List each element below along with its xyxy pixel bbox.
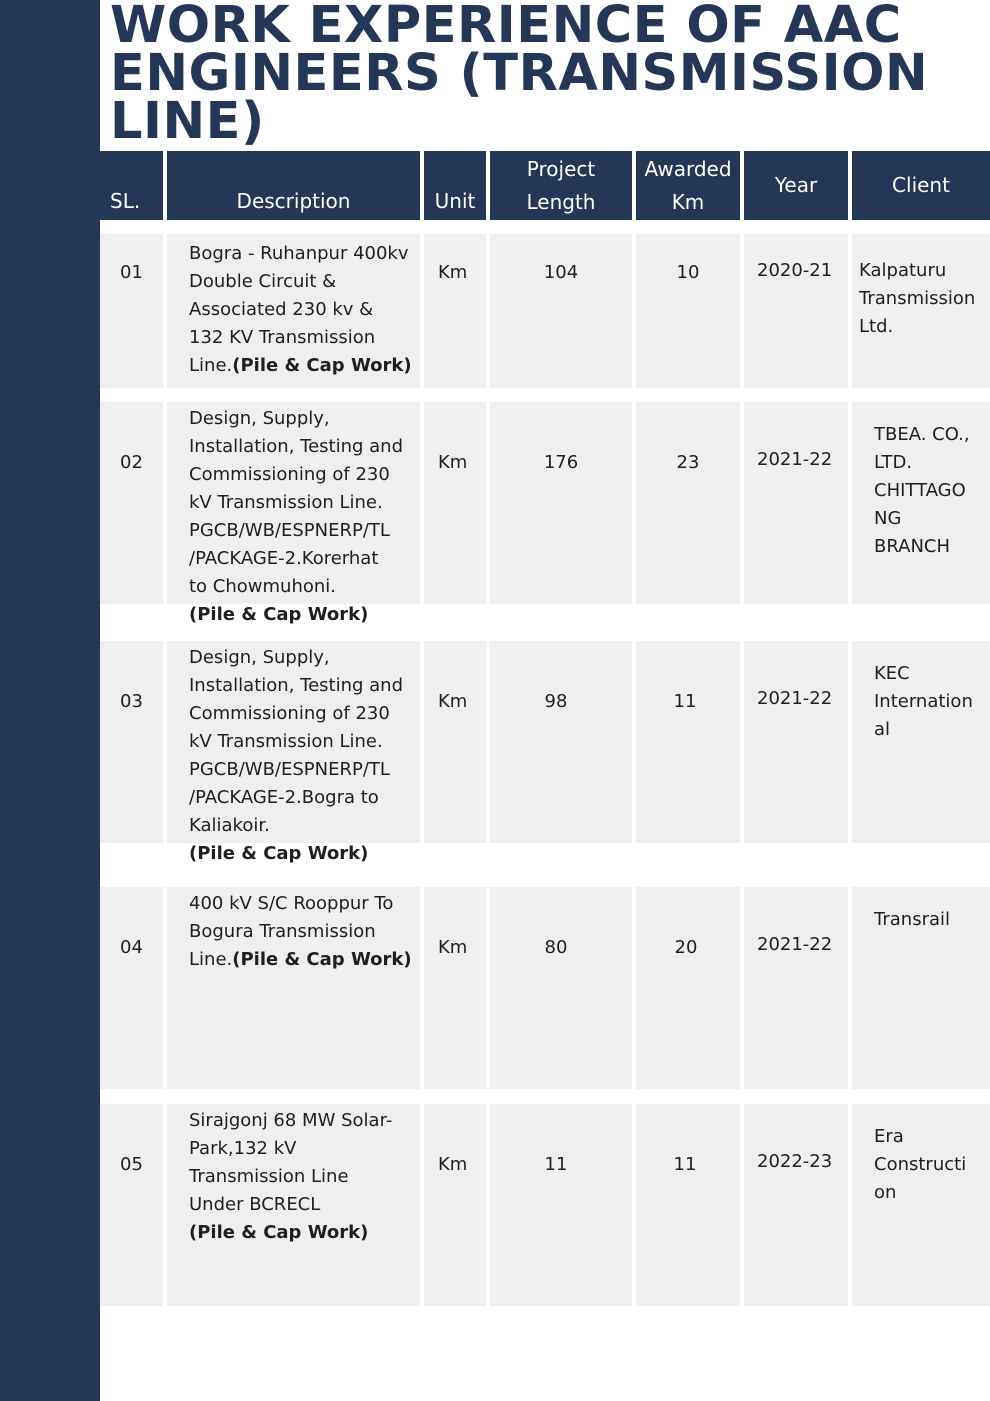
row3-unit: Km bbox=[438, 691, 468, 712]
row5-project-length: 11 bbox=[544, 1154, 568, 1175]
row2-unit: Km bbox=[438, 452, 468, 473]
row1-year: 2020-21 bbox=[757, 260, 833, 281]
header-description-label: Description bbox=[236, 189, 351, 213]
row1-description bbox=[189, 240, 412, 380]
row2-client-line: CHITTAGO bbox=[874, 480, 966, 501]
title-line-1: WORK EXPERIENCE OF AAC bbox=[110, 0, 902, 55]
row2-desc-line: Design, Supply, bbox=[189, 408, 330, 429]
header-unit-label: Unit bbox=[434, 189, 476, 213]
row2-desc-line: Installation, Testing and bbox=[189, 436, 404, 457]
row1-client-line: Transmission bbox=[859, 288, 976, 309]
row3-client-line: KEC bbox=[874, 663, 910, 684]
row4-desc-plain: Line. bbox=[189, 949, 233, 970]
row3-desc-line bbox=[189, 840, 403, 868]
row1-awarded-cell bbox=[636, 234, 740, 388]
row5-desc-line: Sirajgonj 68 MW Solar- bbox=[189, 1110, 393, 1131]
row1-desc-bold: (Pile & Cap Work) bbox=[232, 355, 412, 376]
header-client bbox=[852, 151, 990, 220]
row4-year: 2021-22 bbox=[757, 934, 833, 955]
header-client-label: Client bbox=[892, 173, 950, 197]
row5-sl-cell bbox=[100, 1104, 163, 1306]
row3-desc-line: Design, Supply, bbox=[189, 647, 330, 668]
row1-client-line: Kalpaturu bbox=[859, 260, 947, 281]
row5-client-line: on bbox=[874, 1182, 897, 1203]
header-project-length-line2: Length bbox=[526, 189, 596, 214]
row3-client-line: Internation bbox=[874, 691, 973, 712]
row2-length-cell bbox=[490, 402, 632, 604]
row2-awarded-cell bbox=[636, 402, 740, 604]
row1-client bbox=[859, 257, 975, 341]
page-title bbox=[110, 0, 970, 151]
header-project-length bbox=[490, 151, 632, 220]
row2-project-length: 176 bbox=[543, 452, 579, 473]
row2-client bbox=[874, 421, 970, 561]
row4-description bbox=[189, 890, 412, 974]
row3-awarded-cell bbox=[636, 641, 740, 843]
row1-desc-line: Bogra - Ruhanpur 400kv bbox=[189, 243, 409, 264]
row4-client bbox=[874, 906, 950, 934]
row1-desc-line: 132 KV Transmission bbox=[189, 327, 376, 348]
row1-desc-line: Associated 230 kv & bbox=[189, 299, 374, 320]
row5-sl: 05 bbox=[120, 1154, 143, 1175]
row2-year-cell bbox=[744, 402, 848, 604]
row4-unit: Km bbox=[438, 937, 468, 958]
row2-sl-cell bbox=[100, 402, 163, 604]
row2-desc-line: kV Transmission Line. bbox=[189, 492, 383, 513]
row1-desc-line bbox=[189, 352, 412, 380]
header-awarded-km bbox=[636, 151, 740, 220]
row3-desc-bold: (Pile & Cap Work) bbox=[189, 843, 369, 864]
row1-project-length: 104 bbox=[543, 262, 579, 283]
row2-desc-bold: (Pile & Cap Work) bbox=[189, 604, 369, 625]
row1-unit: Km bbox=[438, 262, 468, 283]
row5-desc-line: Transmission Line bbox=[189, 1166, 349, 1187]
row2-desc-line: to Chowmuhoni. bbox=[189, 576, 336, 597]
row4-desc-line: Bogura Transmission bbox=[189, 921, 376, 942]
row4-length-cell bbox=[490, 887, 632, 1089]
row5-client-line: Constructi bbox=[874, 1154, 967, 1175]
row4-awarded-cell bbox=[636, 887, 740, 1089]
header-sl-label: SL. bbox=[110, 189, 141, 213]
row5-description bbox=[189, 1107, 392, 1247]
row3-year-cell bbox=[744, 641, 848, 843]
row5-client bbox=[874, 1123, 966, 1207]
row3-awarded-km: 11 bbox=[673, 691, 697, 712]
row5-year: 2022-23 bbox=[757, 1151, 833, 1172]
row1-sl: 01 bbox=[120, 262, 143, 283]
row1-unit-cell bbox=[424, 234, 486, 388]
row2-description bbox=[189, 405, 403, 629]
header-awarded-line2: Km bbox=[671, 189, 705, 214]
row5-unit-cell bbox=[424, 1104, 486, 1306]
row2-client-line: LTD. bbox=[874, 452, 913, 473]
row4-year-cell bbox=[744, 887, 848, 1089]
row2-desc-line: /PACKAGE-2.Korerhat bbox=[189, 548, 379, 569]
row1-length-cell bbox=[490, 234, 632, 388]
row4-project-length: 80 bbox=[544, 937, 568, 958]
row1-awarded-km: 10 bbox=[676, 262, 700, 283]
row2-awarded-km: 23 bbox=[676, 452, 700, 473]
row3-unit-cell bbox=[424, 641, 486, 843]
row5-awarded-cell bbox=[636, 1104, 740, 1306]
row3-sl: 03 bbox=[120, 691, 143, 712]
row3-year: 2021-22 bbox=[757, 688, 833, 709]
row3-client bbox=[874, 660, 973, 744]
row2-desc-line bbox=[189, 601, 403, 629]
row3-desc-line: /PACKAGE-2.Bogra to bbox=[189, 787, 379, 808]
row4-desc-bold: (Pile & Cap Work) bbox=[232, 949, 412, 970]
header-project-length-line1: Project bbox=[526, 156, 596, 181]
row3-client-line: al bbox=[874, 719, 891, 740]
row2-year: 2021-22 bbox=[757, 449, 833, 470]
header-year-label: Year bbox=[774, 173, 818, 197]
row2-desc-line: Commissioning of 230 bbox=[189, 464, 390, 485]
row2-desc-line: PGCB/WB/ESPNERP/TL bbox=[189, 520, 390, 541]
row5-desc-bold: (Pile & Cap Work) bbox=[189, 1222, 369, 1243]
row1-client-line: Ltd. bbox=[859, 316, 894, 337]
row5-unit: Km bbox=[438, 1154, 468, 1175]
row1-sl-cell bbox=[100, 234, 163, 388]
row3-length-cell bbox=[490, 641, 632, 843]
row4-desc-line: 400 kV S/C Rooppur To bbox=[189, 893, 394, 914]
title-line-3: LINE) bbox=[110, 92, 265, 151]
row5-client-line: Era bbox=[874, 1126, 904, 1147]
row3-sl-cell bbox=[100, 641, 163, 843]
row3-desc-line: Kaliakoir. bbox=[189, 815, 270, 836]
row3-desc-line: PGCB/WB/ESPNERP/TL bbox=[189, 759, 390, 780]
row4-desc-line bbox=[189, 946, 412, 974]
row5-length-cell bbox=[490, 1104, 632, 1306]
row4-sl: 04 bbox=[120, 937, 143, 958]
row5-desc-line: Under BCRECL bbox=[189, 1194, 321, 1215]
row3-desc-line: kV Transmission Line. bbox=[189, 731, 383, 752]
title-line-2: ENGINEERS (TRANSMISSION bbox=[110, 44, 929, 103]
row1-desc-plain: Line. bbox=[189, 355, 233, 376]
row4-awarded-km: 20 bbox=[674, 937, 698, 958]
row2-unit-cell bbox=[424, 402, 486, 604]
row5-desc-line bbox=[189, 1219, 392, 1247]
row5-awarded-km: 11 bbox=[673, 1154, 697, 1175]
row2-client-line: NG bbox=[874, 508, 902, 529]
row3-project-length: 98 bbox=[544, 691, 568, 712]
row2-client-line: BRANCH bbox=[874, 536, 951, 557]
header-awarded-line1: Awarded bbox=[644, 156, 732, 181]
header-description bbox=[167, 151, 420, 220]
row3-desc-line: Installation, Testing and bbox=[189, 675, 404, 696]
row3-desc-line: Commissioning of 230 bbox=[189, 703, 390, 724]
row3-description bbox=[189, 644, 403, 868]
row1-desc-line: Double Circuit & bbox=[189, 271, 337, 292]
header-sl bbox=[100, 151, 163, 220]
row2-sl: 02 bbox=[120, 452, 143, 473]
row2-client-line: TBEA. CO., bbox=[874, 424, 970, 445]
row4-sl-cell bbox=[100, 887, 163, 1089]
header-unit bbox=[424, 151, 486, 220]
row5-year-cell bbox=[744, 1104, 848, 1306]
sidebar-band bbox=[0, 0, 100, 1401]
header-year bbox=[744, 151, 848, 220]
row4-client-line: Transrail bbox=[874, 909, 950, 930]
row4-unit-cell bbox=[424, 887, 486, 1089]
row5-desc-line: Park,132 kV bbox=[189, 1138, 297, 1159]
